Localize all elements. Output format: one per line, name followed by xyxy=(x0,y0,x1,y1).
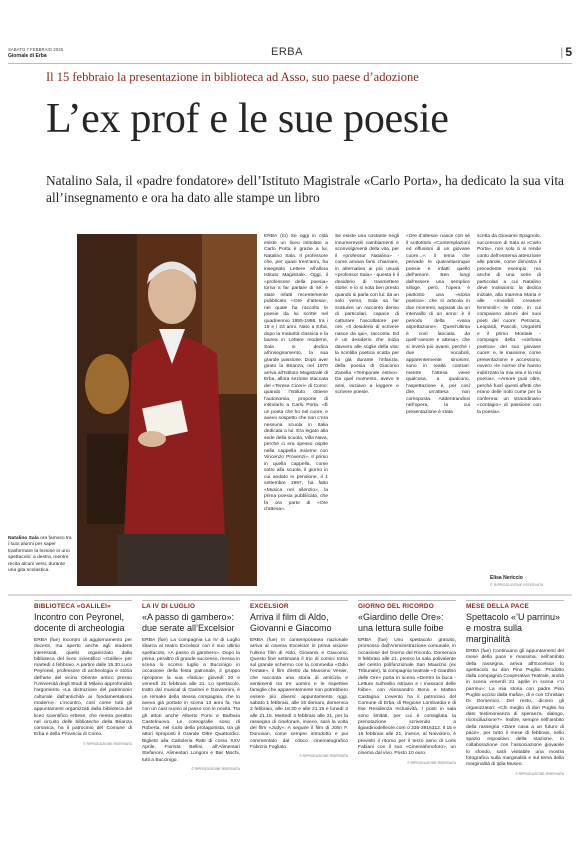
brief-text: ERBA (fue) Incontro di aggiornamento per docenti, ma aperto anche agli studenti interessati, quello organizzato dalla biblioteca del liceo scientifico «Galilei» per martedì 4 febbraio. A partire dalle 15.30 Luca Peyronel, professore di archeologia e storia dell’arte del vicino Oriente antico presso l’Università degli Studi di Milano approfondirà l’argomento «La distruzione del patrimonio culturale dall’antichità ai fondamentalismi moderni». L’incontro, così come tutti gli appuntamenti organizzati dalla biblioteca del liceo scientifico erbese, che rientra peraltro nel circuito delle biblioteche della Brianza comasca, ha il patrocinio del Comune di Erba e della Provincia di Como. xyxy=(34,638,132,738)
brief-title: «Giardino delle Ore»: una lettura sulle foibe xyxy=(358,612,444,633)
article-column-2: Se esiste una costante negli innumerevoli cambiamenti e sconvolgimenti della vita, per il «professor Natalino» - come amava farsi chiamare, in alternativa ai più usuali «professor Sala» - questa è il desiderio di trasmettere storie: e lo si nota ben presto quando si parla con lui: da un solo verso, Sala sa far scaturire un racconto denso di particolari, capace di catturare l’ascoltatore per ore. «Il desiderio di scrivere nasce da qui», racconta. Ed è un desiderio che inizia davvero alle soglie della vita: la scintilla poetica scatta per lui già durante l’infanzia, della poesia di Giacomo Zanella «Temporale estivo». Da quel momento, avevo 9 anni, iniziavo a leggere e scrivere poesie. xyxy=(335,234,399,395)
photo-caption xyxy=(8,536,72,574)
brief-title: Spettacolo «’U parrinu» e mostra sulla marginalità xyxy=(466,612,561,644)
brief-tag: BIBLIOTECA «GALILEI» xyxy=(34,600,132,610)
brief-text: ERBA (fue) La compagnia La IV di Luglio sbarca al teatro Excelsior con il suo ultimo spettacolo, «A passo di gambero». Dopo la prima, peraltro di grande successo, messa in scena lo scorso luglio a Buccinigo in occasione della festa patronale, il gruppo ripropone la sua «fatica» giovedì 20 e venerdì 21 febbraio alle 21. Lo spettacolo, tratto dal musical di Garinei e Giovannini, è un remake della stessa compagnia, che lo aveva già portato in scena 13 anni fa, ma con un cast nuovo al passo con le novità. Tra gli attori anche Alberto Forni e Barbara Castelnuovo. Le coreografie sono di Roberta, nel ruolo della protagonista, tra gli attori riproposti il Grande Oltre Quattordici. Biglietti alla Cartoleria Ratti di corso XXV Aprile, Fiorista Bellini, all’Alimentari Stefanoni, Alimentari Longoni e Bar Mochi, tutti a Buccinigo. xyxy=(142,638,240,763)
brief-tag: LA IV DI LUGLIO xyxy=(142,600,240,610)
brief-reproduction-note: © RIPRODUZIONE RISERVATA xyxy=(299,754,348,759)
issue-date: SABATO 7 FEBBRAIO 2026 xyxy=(8,47,64,52)
photo-caption-text: ora famoso tra i suoi alunni per saper trasformare la lezione in uno spettacolo: a destra, mentre recita alcuni versi, durante una gita scolastica. xyxy=(8,536,72,574)
article-subhead: Natalino Sala, il «padre fondatore» dell’Istituto Magistrale «Carlo Porta», ha dedicato la sua vita all’insegnamento e ora ha dato alle stampe un libro xyxy=(46,173,564,205)
page-number-bar: | xyxy=(560,45,564,59)
brief-text: ERBA (fue) Uno spettacolo gratuito, promosso dall’Amministrazione comunale, in occasione del Giorno del Ricordo. Domenica 9 febbraio alle 21, presso la sala polivalente del centro polifunzionale San Maurizio (ex Tribunale), la compagnia teatrale «Il Giardino delle Ore» porta in scena «Dentro la buca - Letture sull’esilio istriano e i massacri delle foibe», con Alessandro Bono e Matteo Castagna. L’evento ha il patrocinio del Comune di Erba, di Regione Lombardia e di Ilse Residenza Inclusività. I posti in sala sono limitati, per cui è consigliata la prenotazione scrivendo a ilgiardinodelleore.com o 335-3916312. Il 15 e 16 febbraio alle 21, invece, al Noivoloro, è previsto il ritorno per il terzo anno di Loris Fabiani con il suo «Cinemafonoforo», un cinema dal vivo. Posto 10 euro. xyxy=(358,638,456,757)
article-headline: L’ex prof e le sue poesie xyxy=(46,96,449,142)
masthead xyxy=(8,44,572,64)
brief-reproduction-note: © RIPRODUZIONE RISERVATA xyxy=(83,741,132,746)
brief-excelsior xyxy=(250,600,348,758)
brief-tag: MESE DELLA PACE xyxy=(466,600,564,610)
article-column-1: ERBA (ro) Se oggi in città esiste un liceo intitolato a Carlo Porta è grazie a lui, Natalino Sala. Il professore che, per quasi trent’anni, ha insegnato Lettere all’allora Istituto Magistrale. Oggi, il «professore della poesia» torna a far parlare di sé: è stato infatti recentemente pubblicato «Ore d’attesa», nel quale ha raccolto le poesie da lui scritte nel quadriennio 1955-1958, tra i 19 e i 23 anni. Nato a Erba, dopo la maturità classica e la laurea in Lettere moderne, Sala si dedica all’insegnamento, la sua grande passione. Dopo aver girato la Brianza, nel 1970 arriva all’Istituto Magistrale di Erba, allora sezione staccata del «Teresa Ciceri» di Como: quando l’Istituto ottiene l’autonomia, propone di intitolarlo a Carlo Porta. «È un poeta che ho nel cuore, e avevo sospetto che non c’era nessuna scuola in Italia dedicata a lui. Era legato alla sede della scuola, Villa Nava, perché ci era spesso ospite nella cappella insieme con Vincenzo Provenzi». Il primo in quella cappella, come sotto alla scuola, il giorno in cui andato in pensione, il 1 settembre 1997, ha fatto «Musica nel silenzio», la prima poesia pubblicata, che fa ora parte di «Ore d’attesa». xyxy=(264,234,328,512)
brief-reproduction-note: © RIPRODUZIONE RISERVATA xyxy=(515,771,564,776)
news-briefs xyxy=(34,600,570,800)
article-kicker: Il 15 febbraio la presentazione in biblioteca ad Asso, suo paese d’adozione xyxy=(46,70,419,84)
photo-illustration xyxy=(77,234,257,586)
brief-title: «A passo di gambero»: due serate all’Excelsior xyxy=(142,612,235,633)
brief-text: ERBA (fue) Continuano gli appuntamenti del mese della pace e massima, nell’ambito della rassegna, arriva all’Excelsior lo spettacolo su don Pino Puglisi. Prodotto dalla compagnia Cooperativa Teatrale, andrà in scena venerdì 21 aprile in scena «’U parrinu»: La mia storia con padre Pino Puglisi ucciso dalla mafia», di e con Christian Di Domenico. Del resto, dicono gli organizzatori: «Chi meglio di don Puglisi ha dato testimonianza di speranza, dialogo, riconciliazione?». Inoltre, sempre nell’ambito della rassegna «Dare casa a un futuro di pace», per tutto il mese di febbraio, nello spazio espositivo della stazione, in collaborazione con l’associazione giovanile lo sfondo, sarà visitabile una mostra fotografica sulla marginalità e sul tema della marginalità di Ijdia Museo. xyxy=(466,649,564,768)
article-reproduction-note: © RIPRODUZIONE RISERVATA xyxy=(490,583,544,587)
brief-title: Incontro con Peyronel, docente di archeologia xyxy=(34,612,125,633)
section-name: ERBA xyxy=(271,46,303,58)
brief-biblioteca xyxy=(34,600,132,746)
page-number xyxy=(560,45,572,59)
photo-caption-name: Natalino Sala xyxy=(8,536,39,541)
article-column-4: scritta da Giovanni Spagnolo, successore di Sala al «Carlo Porta», non solo ci si rende conto dell’estrema attenzione alle parole, come dimostra il precedente esempio, ma anche di una serie di particolari a cui Natalino deve molissimo: la dedica iniziale, alla mamma Maria e alle «invisibili creature femminili»; le note, in cui compaiono alcuni dei suoi poeti del cuore: Petrarca, Leopardi, Pascoli, Ungaretti e il primo Montale - compagni della «sinfonia poetica» del suo giovane cuore: e, le massime, come presentazione e accessorio, ovvero «le norme che hanno indirizzato la mia vita e la mia poesia». «Amore puoi oltre, perché fuori questi affetti che erano delle notti come per la conferma: un straordinario «contagio» di passione con la poesia». xyxy=(477,234,541,415)
brief-giorno-ricordo xyxy=(358,600,456,765)
brief-reproduction-note: © RIPRODUZIONE RISERVATA xyxy=(407,760,456,765)
brief-text: ERBA (fue) In contemporanea nazionale arriva al cinema Excelsior in prima visione l’ultimo film di Aldo, Giovanni e Giacomo. Questo fine settimana il trio di comici torna sul grande schermo con la commedia «Odio l’estate», il film diretto da Massimo Venier, che racconta una storia di amicizia e sentimenti tra tre uomini e le rispettive famiglie che apparentemente non potrebbero essere più diversi: appuntamento oggi, sabato 1 febbraio, alle 16 domani, domenica 2 febbraio, alle 18.30 e alle 21.15 e lunedì 3 alle 21.15. Martedì 4 febbraio alle 21, per la rassegna di cineforum, invece, sarà la volta del film «Judy». A seguire il film di John F. Donovan, come sempre introdotto e poi commentato dal critico cinematografico Fabrizio Fogliato. xyxy=(250,638,348,751)
section-divider xyxy=(8,594,572,596)
newspaper-name: Giornale di Erba xyxy=(8,53,47,59)
page-number-value: 5 xyxy=(565,45,572,59)
article-photo xyxy=(77,234,257,586)
brief-mese-pace xyxy=(466,600,564,776)
brief-reproduction-note: © RIPRODUZIONE RISERVATA xyxy=(191,766,240,771)
brief-title: Arriva il film di Aldo, Giovanni e Giacomo xyxy=(250,612,332,633)
article-column-3: «Ore d’attesa» nasce con sé il sottotitolo «Contemplazioni ed effusioni di un giovane cuore...»: il tema che pervade le quarantacinque poesie è infatti quello dell’amore. Ben lungi dall’essere una semplice silloge, però, l’opera è piuttosto una «storia poetica», che si articola in due momenti, separati da un intervallo di un anno: è il periodo della «vana aspettazione». Quest’ultima è così lanciata da quell’«amore e attesa», che si inverà più avanti, perché i due vocaboli, apparentemente sinonimi, sono in realtà contrari: mentre l’attesa viene qualcosa, a qualcuno, l’aspettazione è, per così dire, un’attesa non corrisposta. Addentrandosi nell’opera, la cui presentazione è stata xyxy=(406,234,470,415)
brief-tag: GIORNO DEL RICORDO xyxy=(358,600,456,610)
brief-tag: EXCELSIOR xyxy=(250,600,348,610)
brief-iv-luglio xyxy=(142,600,240,771)
article-byline: Elisa Nericcio xyxy=(490,575,523,581)
article-body xyxy=(264,234,574,589)
